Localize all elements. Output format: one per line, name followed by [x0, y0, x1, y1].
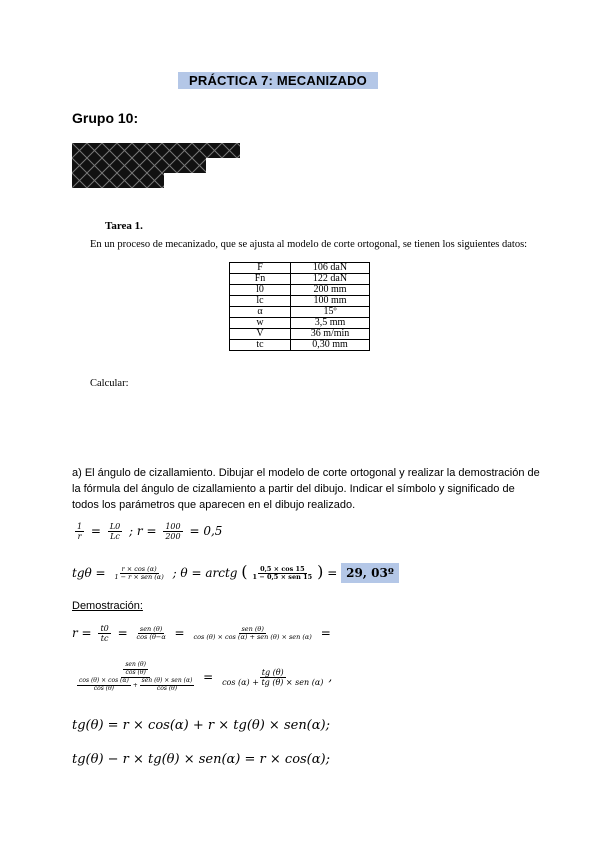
param-value: 106 daN — [291, 263, 370, 274]
frac-num: t0 — [100, 624, 109, 633]
frac-den: 1 − 0,5 × sen 15 — [252, 573, 313, 581]
redaction-pattern — [72, 173, 164, 188]
frac-num: sen (θ) — [139, 624, 163, 633]
param-value: 15º — [291, 307, 370, 318]
param-value: 122 daN — [291, 274, 370, 285]
table-row — [230, 274, 370, 285]
mid-text: ; θ = arctg — [172, 566, 238, 580]
equation-ratio — [72, 522, 222, 541]
part-a-text: a) El ángulo de cizallamiento. Dibujar el modelo de corte ortogonal y realizar la demostración de la fórmula del ángulo de cizallamiento a partir del dibujo. Indicar el símbolo y significado de todos los parámetros que aparecen en el dibujo realizado. — [72, 467, 540, 511]
frac-den: r — [77, 532, 82, 542]
equals: = — [117, 626, 128, 641]
table-row — [230, 296, 370, 307]
param-symbol: α — [230, 307, 291, 318]
comma: , — [328, 669, 333, 684]
equals: = — [203, 669, 214, 684]
frac-num: sen (θ) — [241, 624, 264, 633]
frac-den: cos (θ) × cos (α) + sen (θ) × sen (α) — [193, 633, 312, 642]
param-symbol: l0 — [230, 285, 291, 296]
equals: = — [90, 524, 101, 539]
frac-num: 100 — [165, 522, 181, 531]
frac-den: cos (θ) — [93, 684, 115, 692]
frac-den: tc — [100, 634, 109, 644]
equals: = — [320, 626, 331, 641]
param-value: 200 mm — [291, 285, 370, 296]
frac-den: cos (θ) — [125, 668, 146, 676]
table-row — [230, 307, 370, 318]
frac-num: tg (θ) — [261, 667, 284, 677]
equals: = — [327, 566, 338, 580]
calcular-label: Calcular: — [90, 378, 129, 389]
param-symbol: tc — [230, 340, 291, 351]
lhs: r = — [72, 626, 92, 641]
task-heading: Tarea 1. — [105, 220, 143, 232]
frac-num: 0,5 × cos 15 — [260, 564, 305, 573]
redacted-name-3 — [72, 173, 164, 188]
plus: + — [132, 681, 138, 689]
mid-text: ; r = — [129, 524, 157, 539]
frac-num: sen (θ) — [125, 661, 147, 668]
equals: = — [174, 626, 185, 641]
param-value: 36 m/min — [291, 329, 370, 340]
param-value: 3,5 mm — [291, 318, 370, 329]
compound-denominator — [75, 678, 196, 693]
table-row — [230, 263, 370, 274]
frac-num: sen (θ) × sen (α) — [141, 676, 193, 684]
equation-r — [72, 624, 331, 643]
table-row — [230, 329, 370, 340]
frac-den: cos (θ) — [156, 684, 178, 692]
frac-den: Lc — [110, 532, 120, 542]
lhs: tgθ = — [72, 566, 106, 580]
data-table — [229, 262, 370, 351]
group-label: Grupo 10: — [72, 110, 139, 126]
param-symbol: F — [230, 263, 291, 274]
redacted-name-1 — [72, 143, 240, 158]
frac-den: cos (α) + tg (θ) × sen (α) — [222, 677, 324, 687]
equation-line-6: tg(θ) − r × tg(θ) × sen(α) = r × cos(α); — [72, 752, 330, 767]
frac-num: 1 — [77, 522, 83, 531]
task-intro: En un proceso de mecanizado, que se ajusta al modelo de corte ortogonal, se tienen los siguientes datos: — [90, 239, 528, 250]
param-symbol: lc — [230, 296, 291, 307]
frac-den: 200 — [165, 532, 181, 542]
param-symbol: V — [230, 329, 291, 340]
table-row — [230, 340, 370, 351]
param-value: 100 mm — [291, 296, 370, 307]
demo-label: Demostración: — [72, 600, 143, 612]
redaction-pattern — [72, 143, 240, 158]
equation-compound — [72, 662, 332, 693]
frac-num: L0 — [109, 522, 121, 531]
frac-num: cos (θ) × cos (α) — [79, 676, 129, 684]
frac-den: cos (θ−α — [136, 633, 166, 642]
param-symbol: w — [230, 318, 291, 329]
frac-den: 1 − r × sen (α) — [114, 573, 164, 581]
redaction-pattern — [72, 158, 206, 173]
equation-theta: tgθ = $\frac{r \times \cos (\alpha)}{\text{1 − r × sen (α)}}$ ; θ = arctg ( $\frac{0,5 \times \cos 15}{\text{1 − 0,5 × sen 15}}$ ) = 29, 03º — [72, 562, 399, 581]
param-symbol: Fn — [230, 274, 291, 285]
table-row — [230, 285, 370, 296]
frac-num: r × cos (α) — [121, 564, 157, 573]
table-row — [230, 318, 370, 329]
result-highlight: 29, 03º — [341, 563, 399, 583]
equation-line-5: tg(θ) = r × cos(α) + r × tg(θ) × sen(α); — [72, 718, 330, 733]
result-text: = 0,5 — [189, 524, 223, 539]
page-title: PRÁCTICA 7: MECANIZADO — [178, 72, 378, 89]
redacted-name-2 — [72, 158, 206, 173]
compound-numerator — [121, 662, 150, 678]
param-value: 0,30 mm — [291, 340, 370, 351]
